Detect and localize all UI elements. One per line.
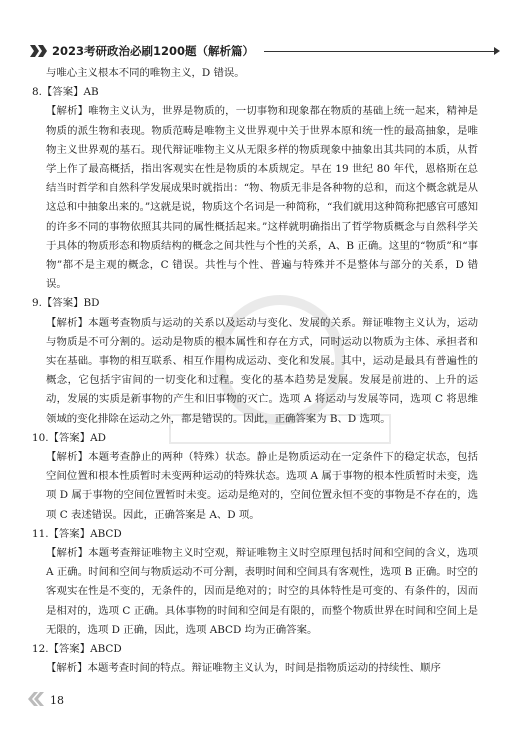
footer-chevron-icon — [28, 691, 44, 710]
explanation-paragraph: 【解析】本题考查辩证唯物主义时空观，辩证唯物主义时空原理包括时间和空间的含义，选项 A 正确。时间和空间与物质运动不可分割，表明时间和空间具有客观性，选项 B 正确。时空的客观实在性是不变的，无条件的，因而是绝对的；时空的具体特性是可变的、有条件的，因而是相对的，选项 C 正确。具体事物的时间和空间是有限的，而整个物质世界在时间和空间上是无限的，选项 D 正确，因此，选项 ABCD 均为正确答案。 — [46, 547, 478, 636]
answer-value: ABCD — [90, 643, 122, 656]
page-body — [32, 64, 478, 679]
answer-line — [32, 83, 478, 102]
question-number: 9. — [32, 297, 42, 310]
header-rule — [264, 51, 494, 52]
explanation-paragraph: 【解析】唯物主义认为，世界是物质的，一切事物和现象都在物质的基础上统一起来，精神是物质的派生物和表现。物质范畴是唯物主义世界观中关于世界本原和统一性的最高抽象，是唯物主义世界观的基石。现代辩证唯物主义从无限多样的物质现象中抽象出其共同的本质，从哲学上作了最高概括，指出客观实在性是物质的本质规定。早在 19 世纪 80 年代，恩格斯在总结当时哲学和自然科学发展成果时就指出：“物、物质无非是各种物的总和，而这个概念就是从这总和中抽象出来的。”这就是说，物质这个名词是一种简称，“我们就用这种简称把感官可感知的许多不同的事物依照其共同的属性概括起来。”这样就明确指出了哲学物质概念与自然科学关于具体的物质形态和物质结构的概念之间共性与个性的关系，A、B 正确。这里的“物质”和“事物”都不是主观的概念，C 错误。共性与个性、普遍与特殊并不是整体与部分的关系，D 错误。 — [46, 105, 478, 291]
header-arrow-icon — [494, 47, 500, 55]
question-number: 8. — [32, 86, 42, 99]
explanation-paragraph: 与唯心主义根本不同的唯物主义，D 错误。 — [46, 67, 245, 79]
answer-label: 【答案】 — [48, 527, 91, 540]
answer-line — [32, 294, 478, 313]
answer-label: 【答案】 — [41, 297, 84, 310]
answer-label: 【答案】 — [48, 643, 91, 656]
answer-value: AB — [83, 86, 99, 99]
question-number: 11. — [32, 527, 49, 540]
question-number: 10. — [32, 431, 49, 444]
answer-label: 【答案】 — [41, 86, 84, 99]
header-title: 2023考研政治必刷1200题（解析篇） — [52, 44, 255, 58]
page-footer — [28, 688, 64, 712]
answer-value: AD — [90, 431, 106, 444]
explanation-paragraph: 【解析】本题考查物质与运动的关系以及运动与变化、发展的关系。辩证唯物主义认为，运动与物质是不可分割的。运动是物质的根本属性和存在方式，同时运动以物质为主体、承担者和实在基础。事物的相互联系、相互作用构成运动、变化和发展。其中，运动是最具有普遍性的概念，它包括宇宙间的一切变化和过程。变化的基本趋势是发展。发展是前进的、上升的运动，发展的实质是新事物的产生和旧事物的灭亡。选项 A 将运动与发展等同，选项 C 将思维领域的变化排除在运动之外，都是错误的。因此，正确答案为 B、D 选项。 — [46, 316, 478, 425]
running-header — [30, 40, 500, 62]
answer-label: 【答案】 — [48, 431, 91, 444]
explanation-paragraph: 【解析】本题考查时间的特点。辩证唯物主义认为，时间是指物质运动的持续性、顺序 — [46, 662, 441, 675]
answer-line — [32, 525, 478, 544]
double-chevron-icon — [30, 45, 48, 57]
answer-value: BD — [83, 297, 100, 310]
explanation-paragraph: 【解析】本题考查静止的两种（特殊）状态。静止是物质运动在一定条件下的稳定状态，包括空间位置和根本性质暂时未变两种运动的特殊状态。选项 A 属于事物的根本性质暂时未变，选项 D 属于事物的空间位置暂时未变。运动是绝对的，空间位置永恒不变的事物是不存在的，选项 C 表述错误。因此，正确答案是 A、D 项。 — [46, 451, 478, 521]
question-number: 12. — [32, 643, 49, 656]
answer-value: ABCD — [90, 527, 122, 540]
answer-line — [32, 429, 478, 448]
answer-line — [32, 640, 478, 659]
page-number: 18 — [50, 693, 64, 707]
